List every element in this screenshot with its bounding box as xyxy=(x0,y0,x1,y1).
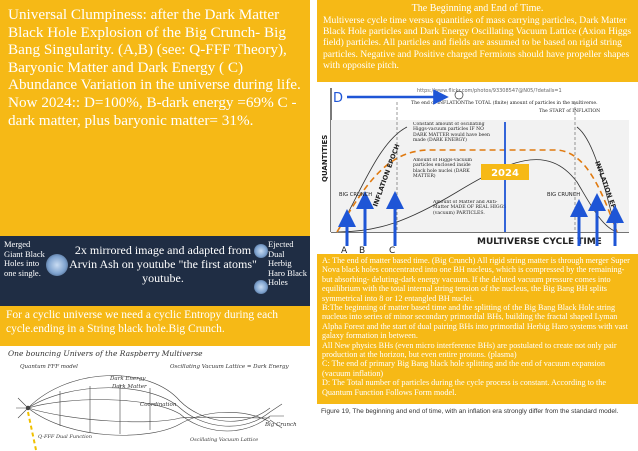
merged-black-hole-image xyxy=(46,254,68,276)
header-body: Multiverse cycle time versus quantities of mass carrying particles, Dark Matter Black Hole particles and Dark Energy Oscillating Vacuum Lattice (Axion Higgs field) particles. All particles and fields are assumed to be based on rigid string particles. Negative and Positive charged Fermions should have propeller shapes with opposite pitch. xyxy=(323,14,632,72)
sketch-label: Oscillating Vacuum Lattice = Dark Energy xyxy=(170,364,289,370)
explanation-d: D: The Total number of particles during the cycle process is constant. According to the Quantum Function Follows Form model. xyxy=(322,378,607,397)
cyclic-entropy-panel xyxy=(0,306,310,346)
multiverse-sketch xyxy=(0,346,310,451)
arvin-ash-image-panel xyxy=(0,236,310,306)
end-inflation-label: The end of INFLATION xyxy=(411,101,466,106)
explanation-b: B:The beginning of matter based time and the splitting of the Big Bang Black Hole string nucleus into series of minor secondary primordial BHs, building the fractal shaped Lyman Alpha Forest and the start of dual pairing BHs into primordial Herbig Haro systems with vast galaxy formation in between. xyxy=(322,303,628,341)
year-label: 2024 xyxy=(491,168,519,179)
sketch-label: Coordination xyxy=(140,402,177,408)
total-particles-label: The TOTAL (finite) amount of particles in the multiverse. xyxy=(465,101,598,106)
svg-text:Q-FFF Dual Function: Q-FFF Dual Function xyxy=(38,434,92,440)
start-inflation-label: The START of INFLATION xyxy=(539,109,601,114)
inflation-epoch-right: INFLATION EPOCH xyxy=(593,159,624,225)
inflation-epoch-left: INFLATION EPOCH xyxy=(371,142,402,208)
y-axis-label: QUANTITIES xyxy=(321,134,329,182)
sketch-curves xyxy=(16,376,284,436)
big-crunch-right: BIG CRUNCH xyxy=(547,192,581,198)
flickr-url: https://www.flickr.com/photos/93308547@N05/?details=1 xyxy=(417,88,562,94)
svg-text:Oscillating Vacuum Lattice: Oscillating Vacuum Lattice xyxy=(190,437,259,443)
merged-black-holes-label: Merged Giant Black Holes into one single. xyxy=(4,239,45,278)
ejected-black-holes-label: Ejected Dual Herbig Haro Black Holes xyxy=(268,239,307,288)
clumpiness-text: Universal Clumpiness: after the Dark Matter Black Hole Explosion of the Big Crunch- Big Bang Singularity. (A,B) (see: Q-FFF Theory), Baryonic Matter and Dark Energy ( C) Abundance Variation in the universe during life. Now 2024:: D=100%, B-dark energy =69% C -dark matter, plus baryonic matter= 31%. xyxy=(8,6,301,129)
cyclic-entropy-text: For a cyclic universe we need a cyclic Entropy during each cycle.ending in a String black hole.Big Crunch. xyxy=(6,309,279,335)
multiverse-cycle-diagram xyxy=(317,82,638,254)
sketch-label: Quantum FFF model xyxy=(20,364,78,370)
letter-a: A xyxy=(341,246,348,254)
sketch-drawing xyxy=(0,346,310,451)
dark-matter-box: Amount of Higgs-vacuum particles enclosed inside black hole nuclei (DARK MATTER) xyxy=(413,158,473,180)
explanation-c: C: The end of primary Big Bang black hole splitting and the end of vacuum expansion (vacuum inflation) xyxy=(322,359,605,378)
cycle-diagram-svg xyxy=(317,82,638,254)
explanation-a: A: The end of matter based time. (Big Crunch) All rigid string matter is through merger Super Nova black holes concentrated into one BH nucleus, which is compressed by the remaining-but absorbing- deluting-dark energy vacuum. If the deluted vacuum pressure comes into equilibrium with the total internal string tension of the nucleus, the Big Bang BH splits symmetrical into 8 or 12 entangled BH nuclei. xyxy=(322,256,630,303)
big-crunch-left: BIG CRUNCH xyxy=(339,192,373,198)
beginning-end-header xyxy=(317,0,638,82)
clumpiness-text-panel xyxy=(0,0,310,236)
figure-caption xyxy=(317,405,638,451)
letter-c: C xyxy=(389,246,396,254)
sketch-label: Dark Energy xyxy=(110,376,146,382)
sketch-title: One bouncing Univers of the Raspberry Multiverse xyxy=(8,349,203,358)
header-title: The Beginning and End of Time. xyxy=(411,3,544,14)
arvin-ash-credit: 2x mirrored image and adapted from Arvin Ash on youtube "the first atoms" youtube. xyxy=(69,243,257,285)
baryon-box: Amount of Matter and Anti-Matter MADE OF REAL HIGGS (vacuum) PARTICLES. xyxy=(433,200,507,216)
x-axis-label: MULTIVERSE CYCLE TIME xyxy=(477,237,602,247)
letter-b: B xyxy=(359,246,366,254)
explanation-panel xyxy=(317,254,638,404)
vacuum-box: Constant amount of oscillating Higgs-vacuum particles IF NO DARK MATTER would have been made (DARK ENERGY) xyxy=(413,122,490,144)
caption-text: Figure 19, The beginning and end of time, with an inflation era strongly differ from the standard model. xyxy=(321,408,619,415)
explanation-bh: All New physics BHs (even micro interference BHs) are postulated to create not only pair production at the horizon, but even entire protons. (plasma) xyxy=(322,340,617,360)
yellow-dashed-arrow xyxy=(28,412,36,450)
sketch-label: Big Crunch xyxy=(265,422,297,428)
sketch-label: Dark Matter xyxy=(112,384,147,390)
letter-d: D xyxy=(333,91,344,106)
singularity-dot xyxy=(26,406,30,410)
